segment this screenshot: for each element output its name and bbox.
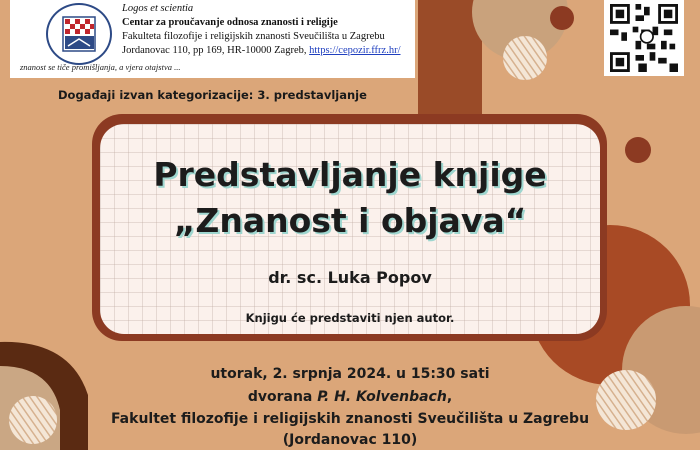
motto: Logos et scientia (122, 3, 194, 14)
author-name: dr. sc. Luka Popov (268, 268, 432, 287)
event-category: Događaji izvan kategorizacije: 3. predstavljanje (58, 88, 367, 102)
event-hall (90, 389, 610, 405)
decor-dot (550, 6, 574, 30)
hall-prefix: dvorana (247, 389, 318, 405)
hall-suffix: , (446, 389, 453, 405)
presenter-note: Knjigu će predstaviti njen autor. (245, 311, 455, 325)
center-name: Centar za proučavanje odnosa znanosti i religije (122, 17, 338, 28)
event-address: (Jordanovac 110) (282, 432, 418, 448)
event-date-time: utorak, 2. srpnja 2024. u 15:30 sati (210, 366, 490, 382)
event-title-line2: „Znanost i objava“ (173, 201, 527, 240)
hall-name: P. H. Kolvenbach (317, 389, 447, 405)
tagline: znanost se tiče promišljanja, a vjera otajstva ... (20, 62, 181, 72)
website-link[interactable]: https://cepozir.ffrz.hr/ (309, 45, 401, 56)
header-text (122, 2, 412, 58)
event-title-line1: Predstavljanje knjige (153, 155, 547, 194)
address: Jordanovac 110, pp 169, HR-10000 Zagreb, (122, 45, 307, 56)
event-institution: Fakultet filozofije i religijskih znanosti Sveučilišta u Zagrebu (110, 411, 590, 427)
qr-code-icon (604, 0, 684, 76)
header-card (10, 0, 415, 78)
faculty-crest-icon (46, 3, 112, 65)
faculty-name: Fakulteta filozofije i religijskih znanosti Sveučilišta u Zagrebu (122, 31, 385, 42)
address-line (122, 44, 412, 58)
